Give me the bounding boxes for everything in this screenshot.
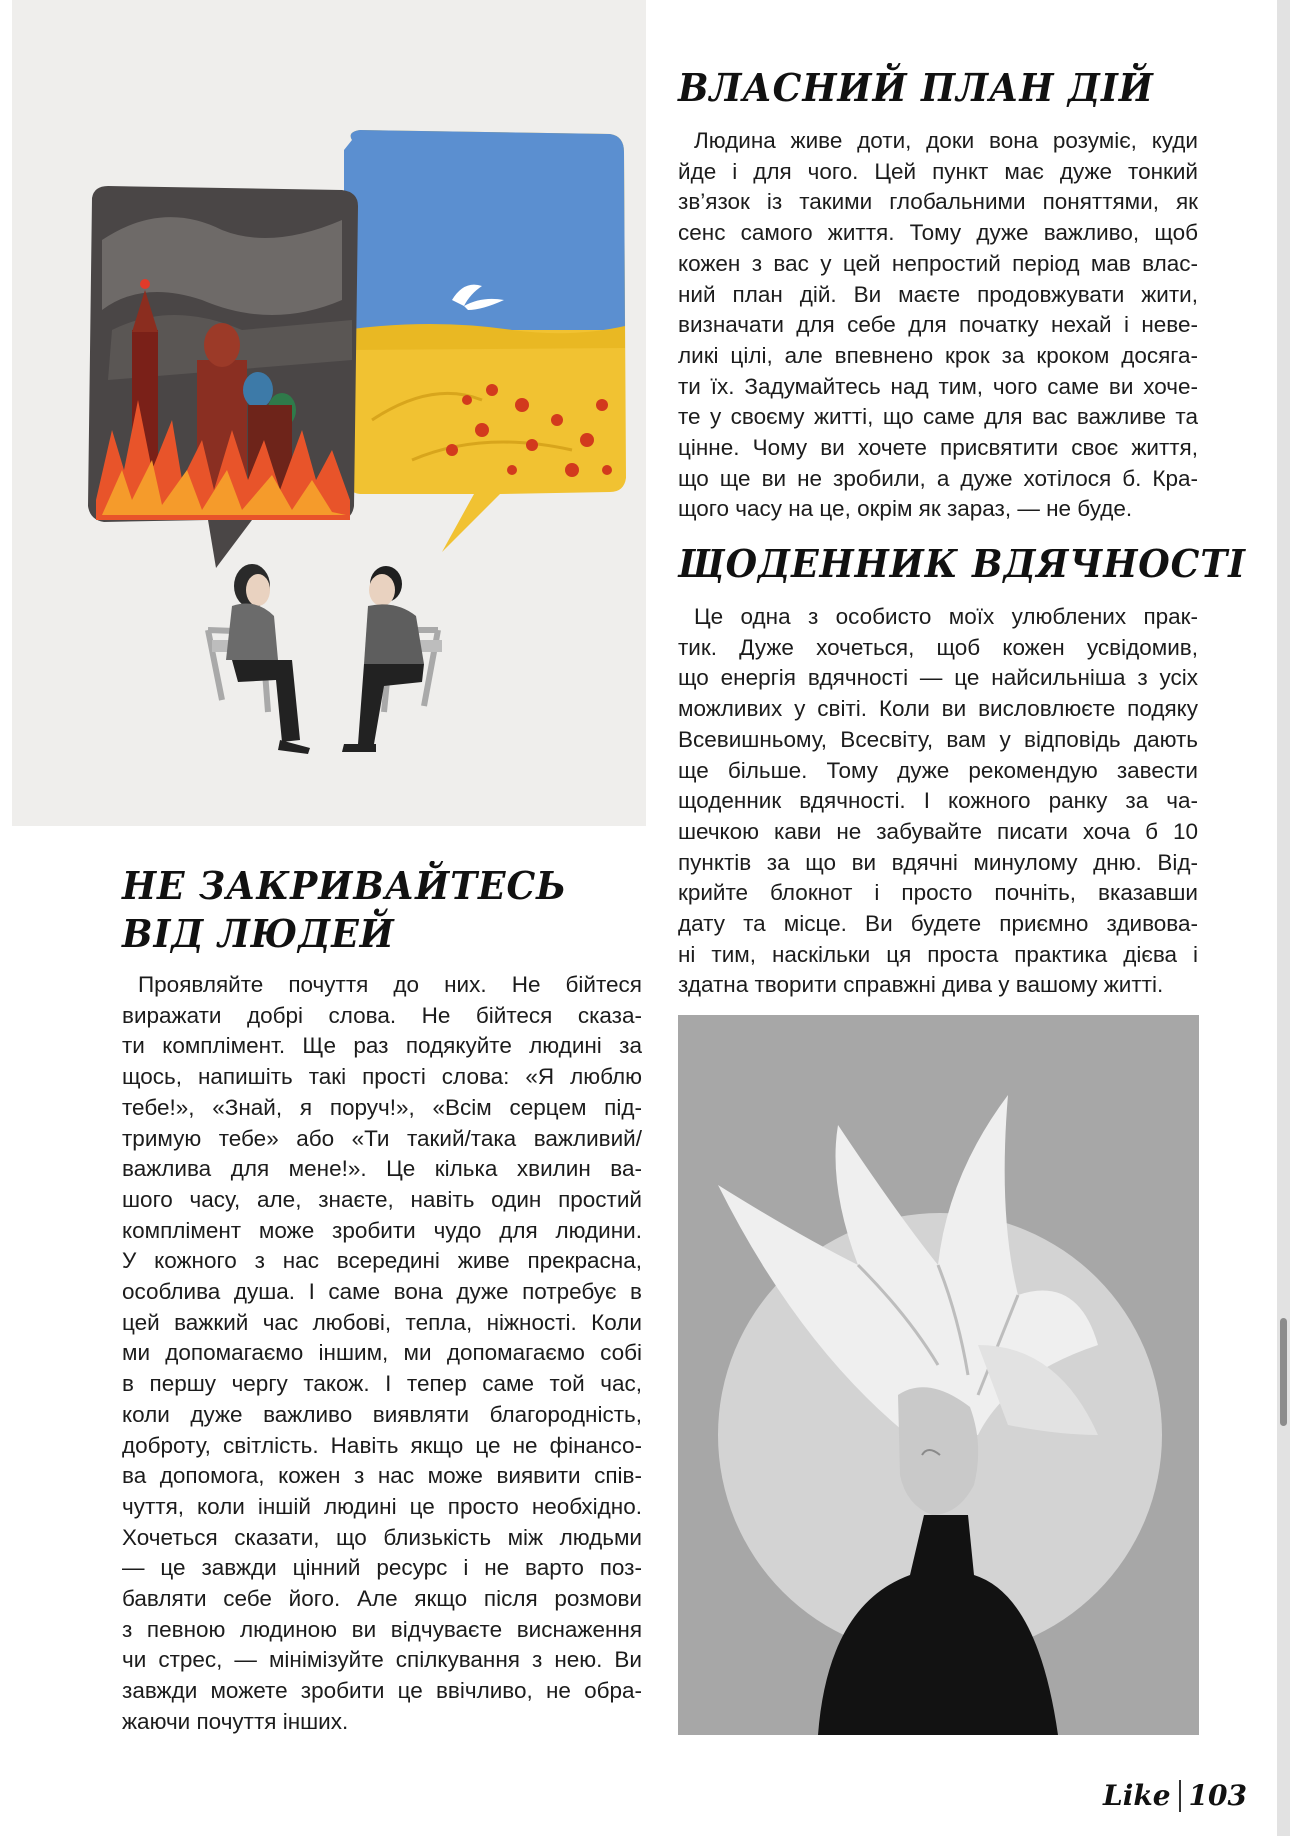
text-line: дату та місце. Ви будете приємно здивова- xyxy=(678,911,1198,937)
heading-dont-close-off xyxy=(122,862,567,958)
scrollbar[interactable] xyxy=(1277,0,1290,1836)
text-line: ти їх. Задумайтесь над тим, чого саме ви хоче- xyxy=(678,373,1198,399)
couple-on-chairs xyxy=(208,564,442,754)
text-line: ти комплімент. Ще раз подякуйте людині за xyxy=(122,1033,642,1059)
text-line: комплімент може зробити чудо для людини. xyxy=(122,1217,642,1243)
text-line: чи стрес, — мінімізуйте спілкування з нею. Ви xyxy=(122,1647,642,1673)
text-line: ні тим, наскільки ця проста практика дієва і xyxy=(678,941,1198,967)
paragraph-gratitude-journal xyxy=(678,602,1198,1001)
photo-woman-with-wings xyxy=(678,1015,1199,1735)
scrollbar-thumb[interactable] xyxy=(1280,1318,1287,1426)
text-line: Людина живе доти, доки вона розуміє, куди xyxy=(694,128,1198,153)
text-line: пунктів за що ви вдячні минулому дню. Від- xyxy=(678,849,1198,875)
text-line: йде і для чого. Цей пункт має дуже тонкий xyxy=(678,158,1198,184)
page-number: 103 xyxy=(1188,1779,1247,1812)
war-bubble xyxy=(88,186,358,568)
text-line: шечкою кави не забувайте писати хоча б 10 xyxy=(678,818,1198,844)
paragraph-dont-close-off xyxy=(122,970,642,1738)
text-line: з певною людиною ви відчуваєте виснаження xyxy=(122,1616,642,1642)
heading-line: ВІД ЛЮДЕЙ xyxy=(122,911,395,956)
text-line: Це одна з особисто моїх улюблених прак- xyxy=(694,604,1198,629)
text-line: тримую тебе» або «Ти такий/така важливий/ xyxy=(122,1125,642,1151)
footer-divider xyxy=(1179,1780,1181,1812)
text-line: що ще ви не зробили, а дуже хотілося б. Кра- xyxy=(678,465,1198,491)
text-line: шого часу, але, знаєте, навіть один простий xyxy=(122,1186,642,1212)
text-line: щого часу на це, окрім як зараз, — не буде. xyxy=(678,496,1133,522)
text-line: цінне. Чому ви хочете присвятити своє життя, xyxy=(678,435,1198,461)
text-line: ми допомагаємо іншим, ми допомагаємо собі xyxy=(122,1340,642,1366)
text-line: визначати для себе для початку нехай і неве- xyxy=(678,312,1198,338)
text-line: коли дуже важливо виявляти благородність, xyxy=(122,1401,642,1427)
text-line: доброту, світлість. Навіть якщо це не фінансо- xyxy=(122,1432,642,1458)
text-line: тебе!», «Знай, я поруч!», «Всім серцем під- xyxy=(122,1094,642,1120)
text-line: сенс самого життя. Тому дуже важливо, щоб xyxy=(678,220,1198,246)
heading-own-action-plan: ВЛАСНИЙ ПЛАН ДІЙ xyxy=(678,65,1154,110)
text-line: бавляти себе його. Але якщо після розмови xyxy=(122,1586,642,1612)
text-line: важлива для мене!». Це кілька хвилин ва- xyxy=(122,1156,642,1182)
text-line: жаючи почуття інших. xyxy=(122,1708,349,1734)
peace-bubble xyxy=(344,130,626,552)
text-line: те у своєму житті, що саме для вас важливе та xyxy=(678,404,1198,430)
text-line: особлива душа. І саме вона дуже потребує в xyxy=(122,1279,642,1305)
text-line: завжди можете зробити це ввічливо, не обра- xyxy=(122,1678,642,1704)
text-line: чуття, коли іншій людині це просто необхідно. xyxy=(122,1493,642,1519)
text-line: в першу чергу також. І тепер саме той час, xyxy=(122,1371,642,1397)
magazine-brand: Like xyxy=(1103,1779,1171,1812)
heading-line: НЕ ЗАКРИВАЙТЕСЬ xyxy=(122,863,567,908)
text-line: зв’язок із такими глобальними поняттями, як xyxy=(678,189,1198,215)
page-footer xyxy=(1103,1779,1247,1812)
text-line: цей важкий час любові, тепла, ніжності. Коли xyxy=(122,1309,642,1335)
text-line: щоденник вдячності. І кожного ранку за ча- xyxy=(678,788,1198,814)
text-line: ще більше. Тому дуже рекомендую завести xyxy=(678,757,1198,783)
text-line: ликі цілі, але впевнено крок за кроком досяга- xyxy=(678,342,1198,368)
text-line: ний план дій. Ви маєте продовжувати жити, xyxy=(678,281,1198,307)
text-line: ва допомога, кожен з нас може виявити спів- xyxy=(122,1463,642,1489)
illustration-war-and-peace xyxy=(12,0,646,826)
text-line: — це завжди цінний ресурс і не варто поз- xyxy=(122,1555,642,1581)
text-line: Проявляйте почуття до них. Не бійтеся xyxy=(138,972,642,997)
text-line: кожен з вас у цей непростий період мав влас- xyxy=(678,250,1198,276)
heading-gratitude-journal: ЩОДЕННИК ВДЯЧНОСТІ xyxy=(678,541,1247,586)
text-line: виражати добрі слова. Не бійтеся сказа- xyxy=(122,1002,642,1028)
text-line: У кожного з нас всередині живе прекрасна, xyxy=(122,1248,642,1274)
text-line: крийте блокнот і просто почніть, вказавши xyxy=(678,880,1198,906)
text-line: Хочеться сказати, що близькість між людьми xyxy=(122,1524,642,1550)
text-line: здатна творити справжні дива у вашому житті. xyxy=(678,972,1164,998)
paragraph-own-action-plan xyxy=(678,126,1198,525)
text-line: можливих у світі. Коли ви висловлюєте подяку xyxy=(678,696,1198,722)
text-line: щось, напишіть такі прості слова: «Я люблю xyxy=(122,1064,642,1090)
text-line: тик. Дуже хочеться, щоб кожен усвідомив, xyxy=(678,634,1198,660)
text-line: Всевишньому, Всесвіту, вам у відповідь дають xyxy=(678,726,1198,752)
text-line: що енергія вдячності — це найсильніша з усіх xyxy=(678,665,1198,691)
